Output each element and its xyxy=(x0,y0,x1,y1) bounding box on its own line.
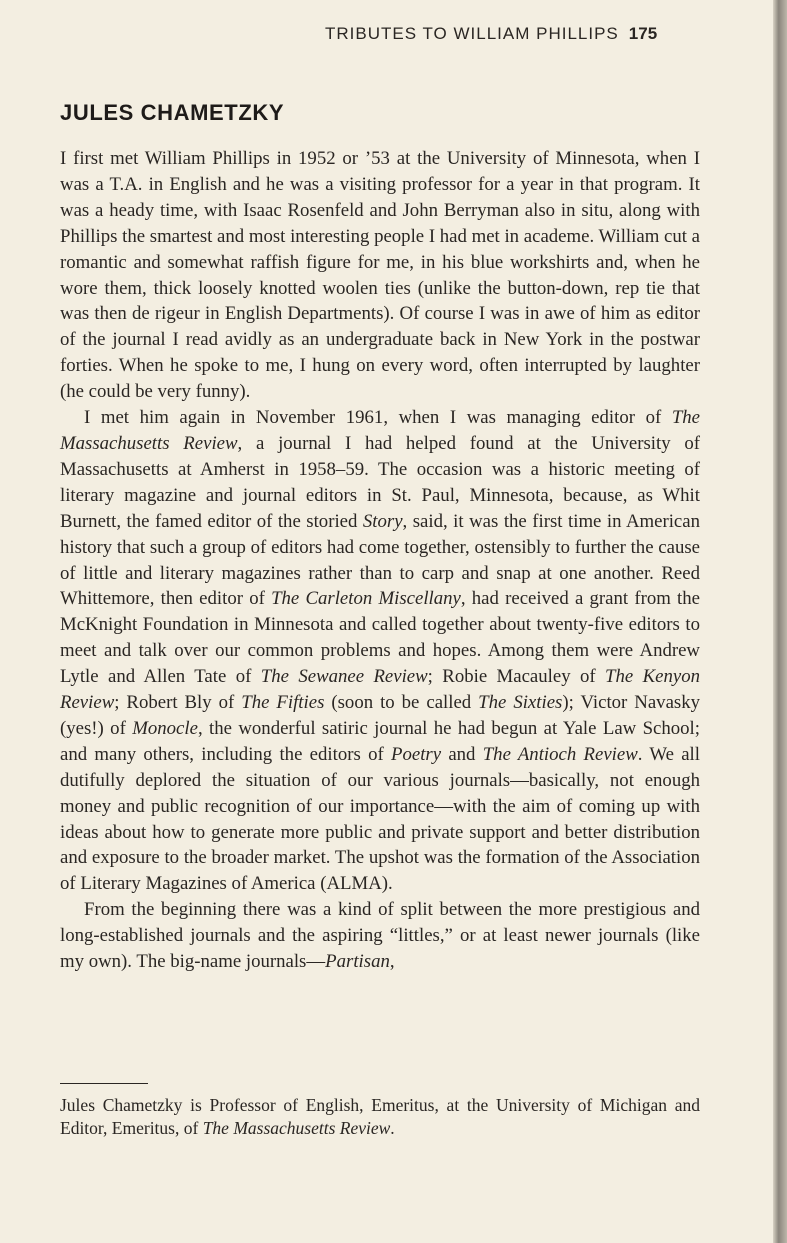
paragraph-3-italic-title: Partisan xyxy=(325,951,390,973)
paragraph-2-italic-title: Monocle xyxy=(132,717,198,739)
footnote-text-run: . xyxy=(390,1118,395,1138)
paragraph-3-text-run: , xyxy=(389,951,395,973)
paragraph-2-text-run: and xyxy=(441,743,483,765)
footnote-italic-title: The Massachusetts Review xyxy=(202,1118,391,1138)
paragraph-2-text-run: , had received a grant from the McKnight Foundation in Minnesota and called together about twenty-five editors to meet and talk over our common problems and hopes. Among them were Andrew Lytle and Allen Tate of xyxy=(60,588,700,688)
paragraph-2-text-run: , said, it was the first time in American history that such a group of editors had come together, ostensibly to further the cause of little and literary magazines rather than to carp and snap at one another. Reed Whittemore, then editor of xyxy=(60,510,700,610)
paragraph-3 xyxy=(60,897,700,975)
paragraph-2-text-run: . We all dutifully deplored the situation of our various journals—basically, not enough money and public recognition of our importance—with the aim of coming up with ideas about how to generate more public and private support and better distribution and exposure to the broader market. The upshot was the formation of the Association of Literary Magazines of America (ALMA). xyxy=(60,743,700,895)
paragraph-2-text-run: , a journal I had helped found at the University of Massachusetts at Amherst in 1958–59. The occasion was a historic meeting of literary magazine and journal editors in St. Paul, Minnesota, because, as Whit Burnett, the famed editor of the storied xyxy=(60,432,700,532)
paragraph-3-text-run: From the beginning there was a kind of split between the more prestigious and long-established journals and the aspiring “littles,” or at least newer journals (like my own). The big-name journals— xyxy=(60,899,700,973)
paragraph-2-italic-title: The Antioch Review xyxy=(482,743,638,765)
paragraph-2-italic-title: Poetry xyxy=(391,743,442,765)
paragraph-2-text-run: (soon to be called xyxy=(324,692,479,714)
paragraph-2-italic-title: Story xyxy=(362,510,403,532)
paragraph-2-text-run: I met him again in November 1961, when I was managing editor of xyxy=(84,407,672,429)
paragraph-2-text-run: ; Robie Macauley of xyxy=(427,666,606,688)
paragraph-2-text-run: , the wonderful satiric journal he had begun at Yale Law School; and many others, including the editors of xyxy=(60,717,700,765)
running-head xyxy=(325,24,705,44)
author-heading: JULES CHAMETZKY xyxy=(60,100,285,125)
paragraph-2-text-run: ; Robert Bly of xyxy=(114,692,242,714)
paragraph-2-italic-title: The Carleton Miscellany xyxy=(271,588,461,610)
article-body xyxy=(60,146,700,975)
paragraph-2-italic-title: The Kenyon Review xyxy=(60,666,700,714)
running-title: TRIBUTES TO WILLIAM PHILLIPS xyxy=(325,24,619,43)
paragraph-2-italic-title: The Sixties xyxy=(478,692,563,714)
footnote-rule xyxy=(60,1083,148,1084)
paragraph-1 xyxy=(60,146,700,405)
paragraph-2-italic-title: The Fifties xyxy=(241,692,325,714)
paragraph-2 xyxy=(60,405,700,897)
paragraph-2-italic-title: The Massachusetts Review xyxy=(60,407,700,454)
paragraph-1-text-run: I first met William Phillips in 1952 or ’53 at the University of Minnesota, when I was a T.A. in English and he was a visiting professor for a year in that program. It was a heady time, with Isaac Rosenfeld and John Berryman also in situ, along with Phillips the smartest and most interesting people I had met in academe. William cut a romantic and somewhat raffish figure for me, in his blue workshirts and, when he wore them, thick loosely knotted woolen ties (unlike the button-down, rep tie that was then de rigeur in English Departments). Of course I was in awe of him as editor of the journal I read avidly as an undergraduate back in New York in the postwar forties. When he spoke to me, I hung on every word, often interrupted by laughter (he could be very funny). xyxy=(60,148,700,403)
paragraph-2-italic-title: The Sewanee Review xyxy=(260,666,428,688)
footnote-text-run: Jules Chametzky is Professor of English, Emeritus, at the University of Michigan and Editor, Emeritus, of xyxy=(60,1095,700,1138)
footnote xyxy=(60,1094,700,1140)
paragraph-2-text-run: ); Victor Navasky (yes!) of xyxy=(60,692,700,739)
book-spine-edge xyxy=(773,0,787,1243)
page-number: 175 xyxy=(628,24,658,43)
